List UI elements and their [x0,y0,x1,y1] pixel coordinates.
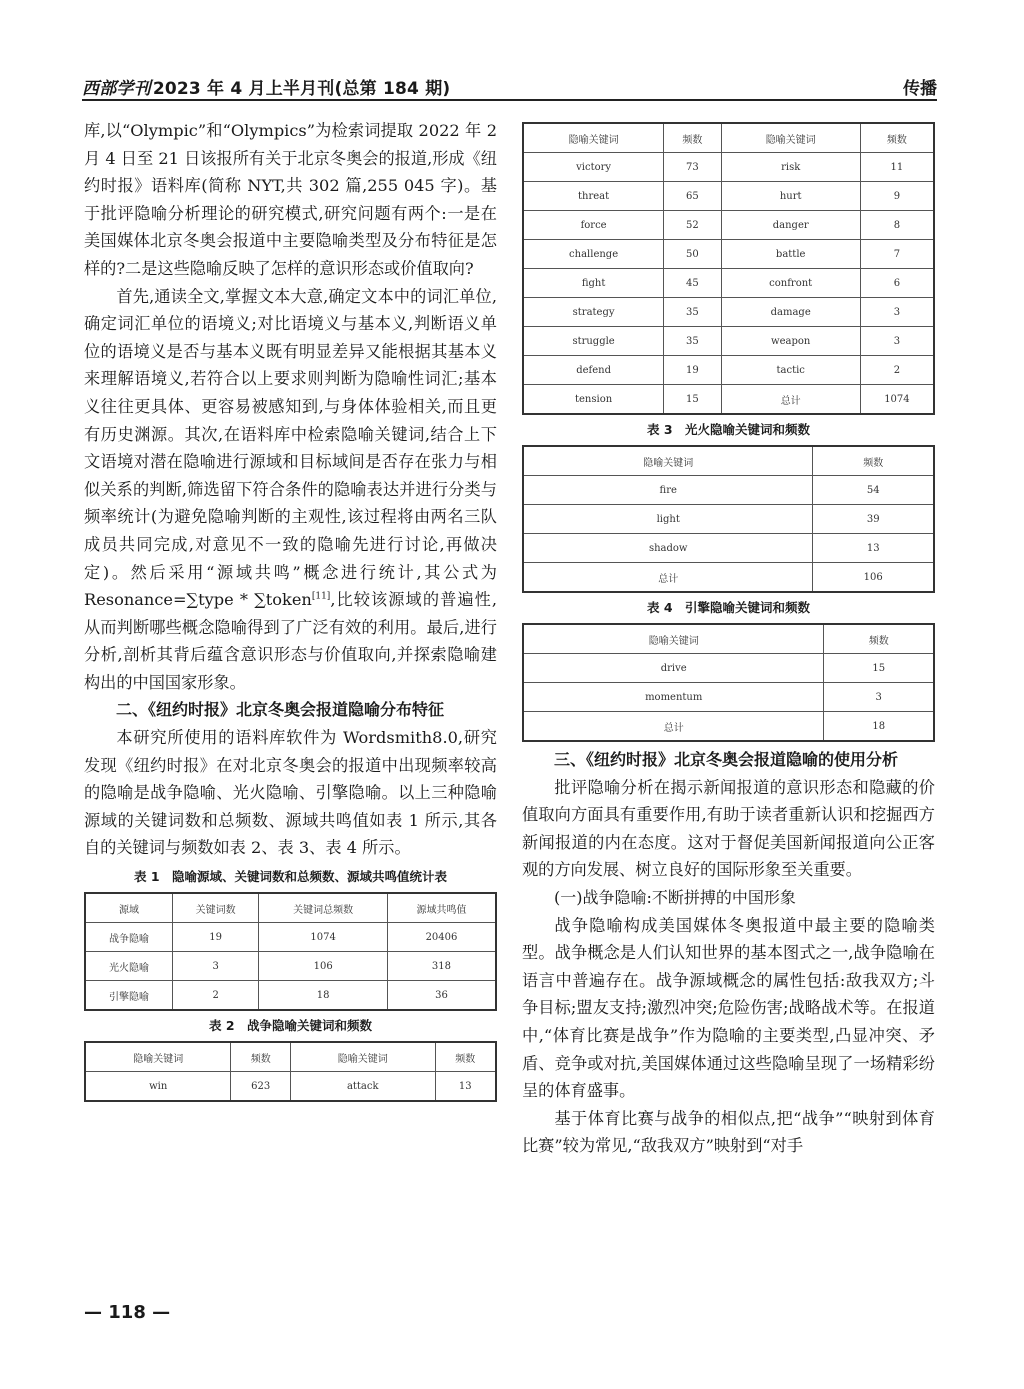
table-cell: 9 [860,182,934,211]
table-header: 频数 [860,123,934,153]
table-cell: weapon [721,327,860,356]
paragraph: 基于体育比赛与战争的相似点,把“战争”“映射到体育比赛”较为常见,“敌我双方”映射到“对手 [522,1108,935,1156]
table4 [522,623,935,742]
table-cell: struggle [523,327,664,356]
table-row [85,923,496,952]
table-cell: 11 [860,153,934,182]
table-cell: fire [523,476,813,505]
paragraph: 批评隐喻分析在揭示新闻报道的意识形态和隐藏的价值取向方面具有重要作用,有助于读者重新认识和挖掘西方新闻报道的内在态度。这对于督促美国新闻报道向公正客观的方向发展、树立良好的国际形象至关重要。 [522,777,935,880]
table-header: 隐喻关键词 [523,123,664,153]
table-header-row [85,1042,496,1072]
table2-caption: 表 2 战争隐喻关键词和频数 [208,1018,373,1034]
table-cell: light [523,505,813,534]
table2-part1 [84,1041,497,1102]
table-cell: 光火隐喻 [85,952,172,981]
table-cell: 15 [824,654,934,683]
table-row [523,654,934,683]
section-name: 传播 [903,79,937,99]
header-journal-issue [82,74,450,99]
table-cell: 106 [259,952,388,981]
table-cell: 3 [824,683,934,712]
subsection-heading: (一)战争隐喻:不断拼搏的中国形象 [554,887,796,907]
table-row [523,298,934,327]
header-rule [82,99,937,101]
issue-info: 2023 年 4 月上半月刊(总第 184 期) [152,79,451,99]
table-cell: strategy [523,298,664,327]
paragraph: 本研究所使用的语料库软件为 Wordsmith8.0,研究发现《纽约时报》在对北京冬奥会的报道中出现频率较高的隐喻是战争隐喻、光火隐喻、引擎隐喻。以上三种隐喻源域的关键词数和总频数、源域共鸣值如表 1 所示,其各自的关键词与频数如表 2、表 3、表 4 所示。 [84,728,497,858]
table-header: 频数 [664,123,721,153]
table-header: 隐喻关键词 [523,446,813,476]
table-cell: drive [523,654,824,683]
table-cell: 战争隐喻 [85,923,172,952]
table-cell: 52 [664,211,721,240]
table-cell: 318 [387,952,496,981]
table-cell: tension [523,385,664,415]
table-row [523,211,934,240]
table-header: 隐喻关键词 [290,1042,435,1072]
table-row [523,683,934,712]
table-cell: 54 [813,476,934,505]
table-cell: 3 [860,298,934,327]
table-cell: battle [721,240,860,269]
table-cell: threat [523,182,664,211]
table-cell: win [85,1072,231,1102]
table-row [523,356,934,385]
paragraph: 库,以“Olympic”和“Olympics”为检索词提取 2022 年 2 月 4 日至 21 日该报所有关于北京冬奥会的报道,形成《纽约时报》语料库(简称 NYT,共 302 篇,255 045 字)。基于批评隐喻分析理论的研究模式,研究问题有两个:一是在美国媒体北京冬奥会报道中主要隐喻类型及分布特征是怎样的?二是这些隐喻反映了怎样的意识形态或价值取向? [84,121,497,278]
table-cell: tactic [721,356,860,385]
table-cell: hurt [721,182,860,211]
table-row [523,476,934,505]
table-cell: 总计 [523,712,824,742]
table4-caption: 表 4 引擎隐喻关键词和频数 [646,600,811,615]
table-cell: 73 [664,153,721,182]
table-header: 频数 [824,624,934,654]
table-row [523,534,934,563]
table1-caption: 表 1 隐喻源域、关键词数和总频数、源域共鸣值统计表 [133,869,448,885]
journal-logo: 西部学刊 [82,79,151,99]
table-cell: challenge [523,240,664,269]
table-header: 频数 [813,446,934,476]
paragraph-text: 首先,通读全文,掌握文本大意,确定文本中的词汇单位,确定词汇单位的语境义;对比语境义与基本义,判断语义单位的语境义是否与基本义既有明显差异又能根据其基本义来理解语境义,若符合以上要求则判断为隐喻性词汇;基本义往往更具体、更容易被感知到,与身体体验相关,而且更有历史渊源。其次,在语料库中检索隐喻关键词,结合上下文语境对潜在隐喻进行源域和目标域间是否存在张力与相似关系的判断,筛选留下符合条件的隐喻表达并进行分类与频率统计(为避免隐喻判断的主观性,该过程将由两名三队成员共同完成,对意见不一致的隐喻先进行讨论,再做决定)。然后采用“源域共鸣”概念进行统计,其公式为 Resonance=∑type * ∑token [84,286,497,610]
table-header-row [523,123,934,153]
table-header-row [85,893,496,923]
section-heading: 三、《纽约时报》北京冬奥会报道隐喻的使用分析 [554,750,899,769]
table-cell: 1074 [259,923,388,952]
table-cell: defend [523,356,664,385]
table-header-row [523,624,934,654]
table-cell: 7 [860,240,934,269]
section-heading: 二、《纽约时报》北京冬奥会报道隐喻分布特征 [116,700,445,720]
table-row [523,563,934,593]
table-row [523,153,934,182]
table-cell: 35 [664,298,721,327]
table1 [84,892,497,1011]
table-row [523,269,934,298]
table-cell: 50 [664,240,721,269]
paragraph [84,283,497,697]
table-cell: 15 [664,385,721,415]
table-cell: attack [290,1072,435,1102]
table-header: 频数 [231,1042,291,1072]
table-header: 频数 [435,1042,496,1072]
page-number: — 118 — [84,1302,171,1323]
table-header: 隐喻关键词 [85,1042,231,1072]
table-cell: 623 [231,1072,291,1102]
table-cell: 2 [860,356,934,385]
table-cell: 36 [387,981,496,1011]
table-cell: 13 [813,534,934,563]
table-row [85,981,496,1011]
table2-part2 [522,122,935,415]
table-cell: risk [721,153,860,182]
table-cell: 39 [813,505,934,534]
paragraph: 战争隐喻构成美国媒体冬奥报道中最主要的隐喻类型。战争概念是人们认知世界的基本图式之一,战争隐喻在语言中普遍存在。战争源域概念的属性包括:敌我双方;斗争目标;盟友支持;激烈冲突;危险伤害;战略战术等。在报道中,“体育比赛是战争”作为隐喻的主要类型,凸显冲突、矛盾、竞争或对抗,美国媒体通过这些隐喻呈现了一场精彩纷呈的体育盛事。 [522,915,935,1101]
table-header: 关键词数 [172,893,258,923]
table3-caption: 表 3 光火隐喻关键词和频数 [646,422,811,437]
left-column [84,117,497,1102]
table-header: 隐喻关键词 [721,123,860,153]
table-cell: 3 [860,327,934,356]
table-row [523,327,934,356]
table-cell: 1074 [860,385,934,415]
table-header: 隐喻关键词 [523,624,824,654]
table-cell: 3 [172,952,258,981]
paragraph-text: ,比较该源域的普遍性,从而判断哪些概念隐喻得到了广泛有效的利用。最后,进行分析,剖析其背后蕴含意识形态与价值取向,并探索隐喻建构出的中国国家形象。 [84,590,497,692]
table-cell: 总计 [523,563,813,593]
table-cell: victory [523,153,664,182]
table-row [523,385,934,415]
table-cell: 35 [664,327,721,356]
table-cell: force [523,211,664,240]
citation-ref: [11] [311,591,331,602]
table-row [523,182,934,211]
table-cell: 2 [172,981,258,1011]
table-row [85,952,496,981]
table3 [522,445,935,593]
table-header: 源域共鸣值 [387,893,496,923]
table-cell: shadow [523,534,813,563]
table-cell: 18 [259,981,388,1011]
right-column [522,122,935,1160]
table-cell: fight [523,269,664,298]
table-cell: 19 [664,356,721,385]
table-cell: 45 [664,269,721,298]
table-header-row [523,446,934,476]
table-cell: 引擎隐喻 [85,981,172,1011]
table-cell: momentum [523,683,824,712]
table-cell: 13 [435,1072,496,1102]
table-cell: 总计 [721,385,860,415]
table-row [85,1072,496,1102]
table-cell: 8 [860,211,934,240]
table-header: 源域 [85,893,172,923]
table-cell: 6 [860,269,934,298]
table-row [523,240,934,269]
table-row [523,712,934,742]
table-row [523,505,934,534]
table-cell: confront [721,269,860,298]
table-cell: 106 [813,563,934,593]
table-cell: damage [721,298,860,327]
table-cell: danger [721,211,860,240]
table-cell: 18 [824,712,934,742]
table-cell: 65 [664,182,721,211]
running-header [82,70,937,100]
table-cell: 20406 [387,923,496,952]
table-cell: 19 [172,923,258,952]
table-header: 关键词总频数 [259,893,388,923]
